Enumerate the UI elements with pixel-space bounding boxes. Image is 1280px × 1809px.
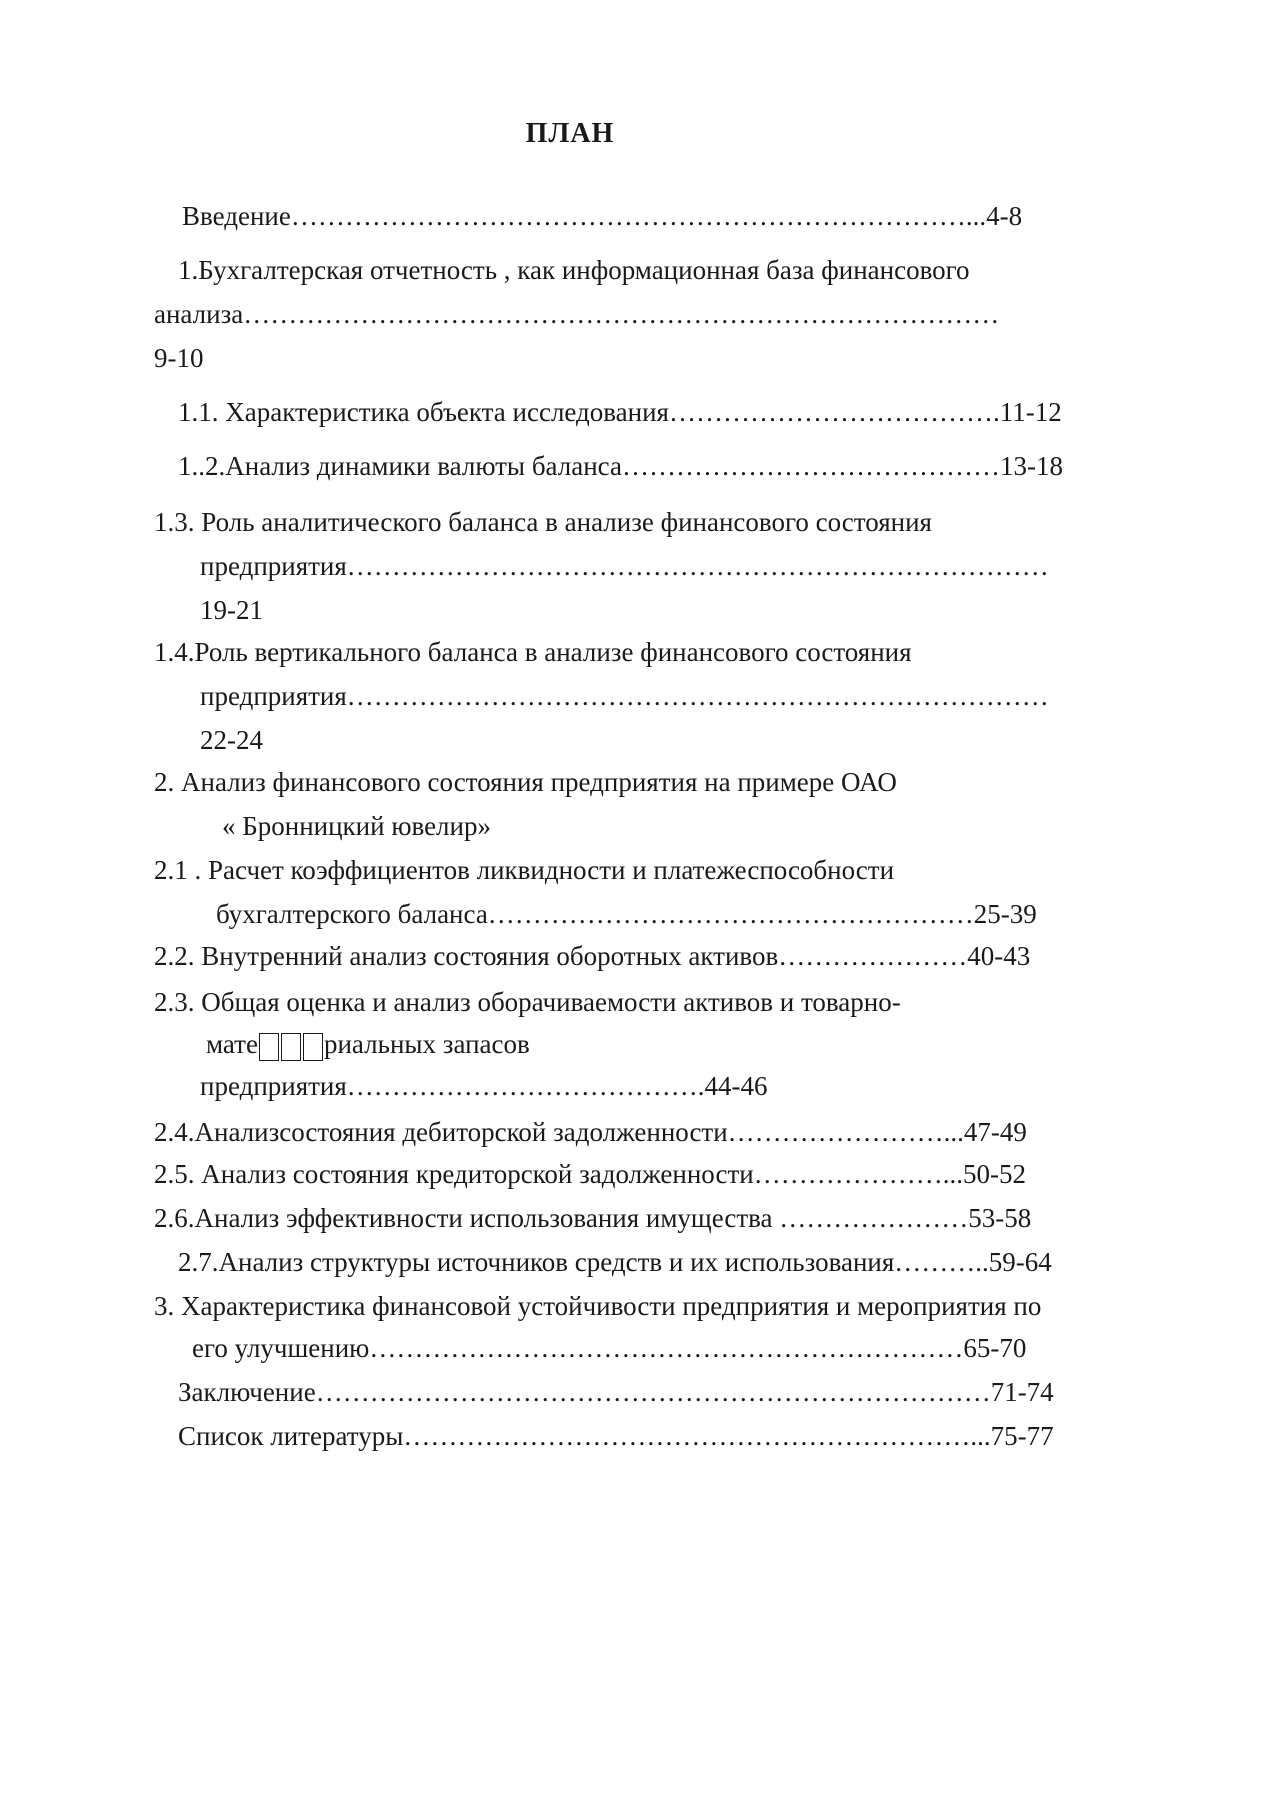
toc-entry-2-line1: 2. Анализ финансового состояния предприятия на примере ОАО bbox=[154, 767, 897, 797]
toc-entry-conclusion: Заключение…………………………………………………………………71-74 bbox=[178, 1377, 1054, 1407]
toc-entry-1-4-pages: 22-24 bbox=[200, 725, 263, 755]
missing-glyph-icon bbox=[303, 1033, 323, 1061]
toc-entry-2-1-line2: бухгалтерского баланса………………………………………………25-39 bbox=[216, 899, 1037, 929]
toc-entry-1-4-line1: 1.4.Роль вертикального баланса в анализе финансового состояния bbox=[154, 637, 912, 667]
toc-entry-2-3-line1: 2.3. Общая оценка и анализ оборачиваемости активов и товарно- bbox=[154, 987, 901, 1017]
toc-entry-1-4-line2: предприятия…………………………………………………………………… bbox=[200, 681, 1049, 711]
toc-entry-2-3-text-end: риальных запасов bbox=[323, 1029, 530, 1059]
toc-entry-1-line1: 1.Бухгалтерская отчетность , как информационная база финансового bbox=[178, 255, 970, 285]
toc-entry-2-5: 2.5. Анализ состояния кредиторской задолженности…………………...50-52 bbox=[154, 1159, 1026, 1189]
toc-entry-1-3-line2: предприятия…………………………………………………………………… bbox=[200, 551, 1049, 581]
toc-entry-2-line2: « Бронницкий ювелир» bbox=[222, 811, 491, 841]
toc-entry-1-line2: анализа………………………………………………………………………… bbox=[154, 299, 1000, 329]
toc-entry-intro: Введение…………………………………………………………………...4-8 bbox=[182, 201, 1023, 231]
toc-entry-1-pages: 9-10 bbox=[154, 343, 204, 373]
toc-entry-literature: Список литературы………………………………………………………...75-77 bbox=[178, 1421, 1054, 1451]
missing-glyph-icon bbox=[259, 1033, 279, 1061]
toc-entry-2-7: 2.7.Анализ структуры источников средств и их использования………..59-64 bbox=[178, 1247, 1052, 1277]
toc-entry-2-2: 2.2. Внутренний анализ состояния оборотных активов…………………40-43 bbox=[154, 941, 1031, 971]
page-title: ПЛАН bbox=[525, 118, 615, 149]
toc-entry-1-1: 1.1. Характеристика объекта исследования……………………………….11-12 bbox=[178, 397, 1062, 427]
toc-entry-2-1-line1: 2.1 . Расчет коэффициентов ликвидности и платежеспособности bbox=[154, 855, 895, 885]
missing-glyph-icon bbox=[281, 1033, 301, 1061]
toc-entry-2-3-line3: предприятия………………………………….44-46 bbox=[200, 1071, 768, 1101]
toc-entry-2-4: 2.4.Анализсостояния дебиторской задолженности……………………...47-49 bbox=[154, 1117, 1027, 1147]
toc-entry-3-line1: 3. Характеристика финансовой устойчивости предприятия и мероприятия по bbox=[154, 1291, 1042, 1321]
toc-entry-1-3-line1: 1.3. Роль аналитического баланса в анализе финансового состояния bbox=[154, 507, 932, 537]
toc-entry-1-3-pages: 19-21 bbox=[200, 595, 263, 625]
toc-entry-2-3-text-start: мате bbox=[206, 1029, 258, 1059]
toc-entry-2-3-line2 bbox=[206, 1028, 530, 1061]
toc-entry-3-line2: его улучшению…………………………………………………………65-70 bbox=[192, 1333, 1027, 1363]
toc-entry-1-2: 1..2.Анализ динамики валюты баланса……………………………………13-18 bbox=[178, 451, 1063, 481]
toc-entry-2-6: 2.6.Анализ эффективности использования имущества …………………53-58 bbox=[154, 1203, 1032, 1233]
